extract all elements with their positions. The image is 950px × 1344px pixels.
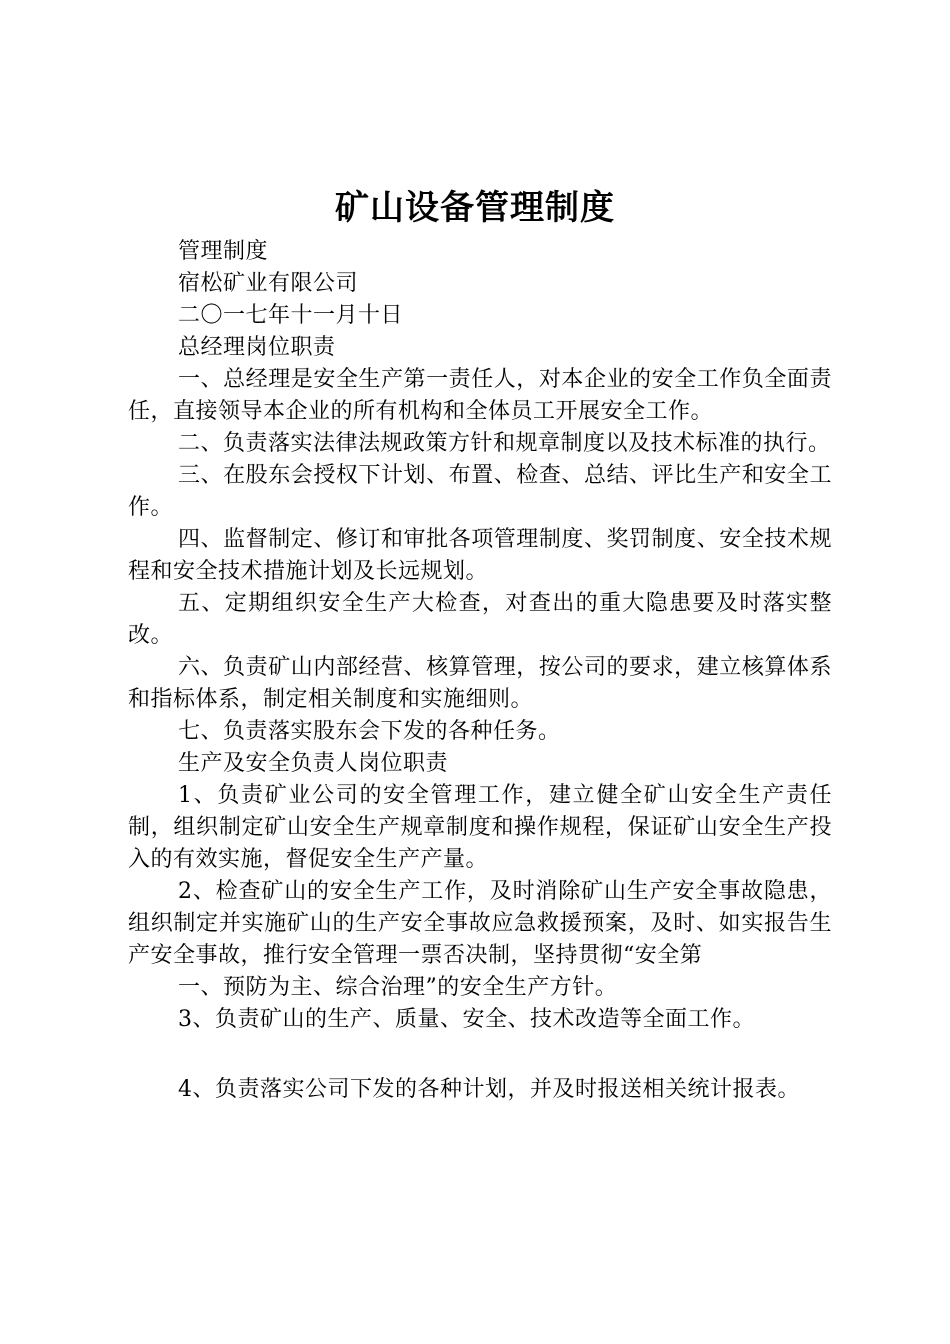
gm-duty-3: 三、在股东会授权下计划、布置、检查、总结、评比生产和安全工作。 [128,463,832,520]
document-body [128,236,832,1106]
safety-duty-1: 1、负责矿业公司的安全管理工作，建立健全矿山安全生产责任制，组织制定矿山安全生产规章制度和操作规程，保证矿山安全生产投入的有效实施，督促安全生产产量。 [128,783,832,872]
gm-duty-1: 一、总经理是安全生产第一责任人，对本企业的安全工作负全面责任，直接领导本企业的所有机构和全体员工开展安全工作。 [128,367,832,424]
header-line-date: 二〇一七年十一月十日 [178,303,404,328]
gm-duty-7: 七、负责落实股东会下发的各种任务。 [178,719,561,744]
safety-duty-4: 4、负责落实公司下发的各种计划，并及时报送相关统计报表。 [178,1077,800,1102]
section-heading-safety: 生产及安全负责人岗位职责 [178,751,449,776]
section-heading-gm: 总经理岗位职责 [178,335,336,360]
gm-duty-5: 五、定期组织安全生产大检查，对查出的重大隐患要及时落实整改。 [128,591,832,648]
gm-duty-4: 四、监督制定、修订和审批各项管理制度、奖罚制度、安全技术规程和安全技术措施计划及长远规划。 [128,527,832,584]
safety-duty-2-continued: 一、预防为主、综合治理”的安全生产方针。 [178,975,618,1000]
safety-duty-2: 2、检查矿山的安全生产工作，及时消除矿山生产安全事故隐患，组织制定并实施矿山的生产安全事故应急救援预案，及时、如实报告生产安全事故，推行安全管理一票否决制，坚持贯彻“安全第 [128,879,832,968]
header-line-company: 宿松矿业有限公司 [178,271,359,296]
gm-duty-6: 六、负责矿山内部经营、核算管理，按公司的要求，建立核算体系和指标体系，制定相关制度和实施细则。 [128,655,832,712]
safety-duty-3: 3、负责矿山的生产、质量、安全、技术改造等全面工作。 [178,1007,755,1032]
blank-line [128,1036,832,1068]
gm-duty-2: 二、负责落实法律法规政策方针和规章制度以及技术标准的执行。 [178,431,831,456]
document-title: 矿山设备管理制度 [335,188,615,228]
header-line-doc-type: 管理制度 [178,239,269,264]
